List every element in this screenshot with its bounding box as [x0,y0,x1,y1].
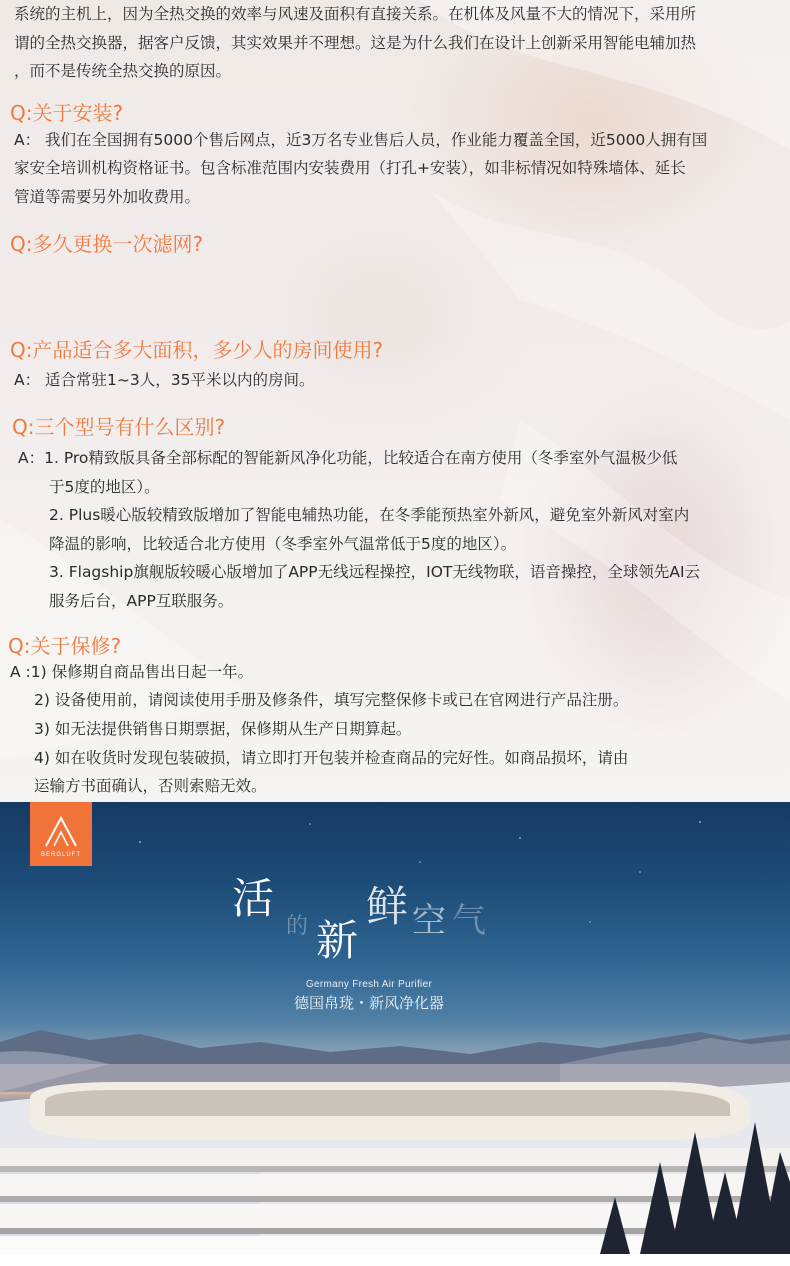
bergluft-logo [30,802,92,866]
answer-models-line-6: 服务后台，APP互联服务。 [49,592,234,610]
mountain-logo-icon [30,804,92,850]
intro-line-2: 谓的全热交换器，据客户反馈，其实效果并不理想。这是为什么我们在设计上创新采用智能电辅加热 [14,34,697,52]
answer-install-line-1: A： 我们在全国拥有5000个售后网点，近3万名专业售后人员，作业能力覆盖全国，近5000人拥有国 [14,131,708,149]
intro-line-1: 系统的主机上，因为全热交换的效率与风速及面积有直接关系。在机体及风量不大的情况下，采用所 [14,5,697,23]
question-warranty: Q:关于保修? [8,634,122,658]
subtitle-chinese: 德国帛珑・新风净化器 [293,994,444,1012]
title-char-3: 新 [316,916,359,965]
title-char-4: 鲜 [366,882,409,931]
bottom-margin [0,1254,790,1266]
question-install: Q:关于安装? [10,101,124,125]
answer-warranty-line-4: 4) 如在收货时发现包装破损，请立即打开包装并检查商品的完好性。如商品损坏，请由 [34,749,629,767]
answer-models-line-5: 3. Flagship旗舰版较暖心版增加了APP无线远程操控，IOT无线物联，语音操控，全球领先AI云 [49,563,701,581]
subtitle-english: Germany Fresh Air Purifier [305,979,433,990]
answer-warranty-line-1: A :1) 保修期自商品售出日起一年。 [10,663,254,681]
hero-banner [0,802,790,1254]
landscape-illustration [0,802,790,1254]
answer-models-line-1: A：1. Pro精致版具备全部标配的智能新风净化功能，比较适合在南方使用（冬季室外气温极少低 [18,449,678,467]
answer-models-line-2: 于5度的地区）。 [49,478,160,496]
question-area: Q:产品适合多大面积，多少人的房间使用? [10,338,384,362]
answer-install-line-2: 家安全培训机构资格证书。包含标准范围内安装费用（打孔+安装），如非标情况如特殊墙体、延长 [14,159,686,177]
question-models: Q:三个型号有什么区别? [12,415,226,439]
answer-install-line-3: 管道等需要另外加收费用。 [14,188,201,206]
answer-models-line-4: 降温的影响，比较适合北方使用（冬季室外气温常低于5度的地区）。 [49,535,517,553]
title-char-1: 活 [232,874,275,923]
answer-warranty-line-2: 2) 设备使用前，请阅读使用手册及修条件，填写完整保修卡或已在官网进行产品注册。 [34,691,629,709]
title-char-5: 空 [412,901,446,941]
answer-warranty-line-3: 3) 如无法提供销售日期票据，保修期从生产日期算起。 [34,720,412,738]
answer-area: A： 适合常驻1~3人，35平米以内的房间。 [14,371,315,389]
answer-models-line-3: 2. Plus暖心版较精致版增加了智能电辅热功能，在冬季能预热室外新风，避免室外新风对室内 [49,506,690,524]
question-filter: Q:多久更换一次滤网? [10,232,204,256]
logo-text: BERGLUFT [40,852,81,858]
title-char-6: 气 [452,901,486,941]
intro-line-3: ，而不是传统全热交换的原因。 [14,62,232,80]
answer-warranty-line-5: 运输方书面确认，否则索赔无效。 [34,777,267,795]
title-char-2: 的 [286,914,309,939]
